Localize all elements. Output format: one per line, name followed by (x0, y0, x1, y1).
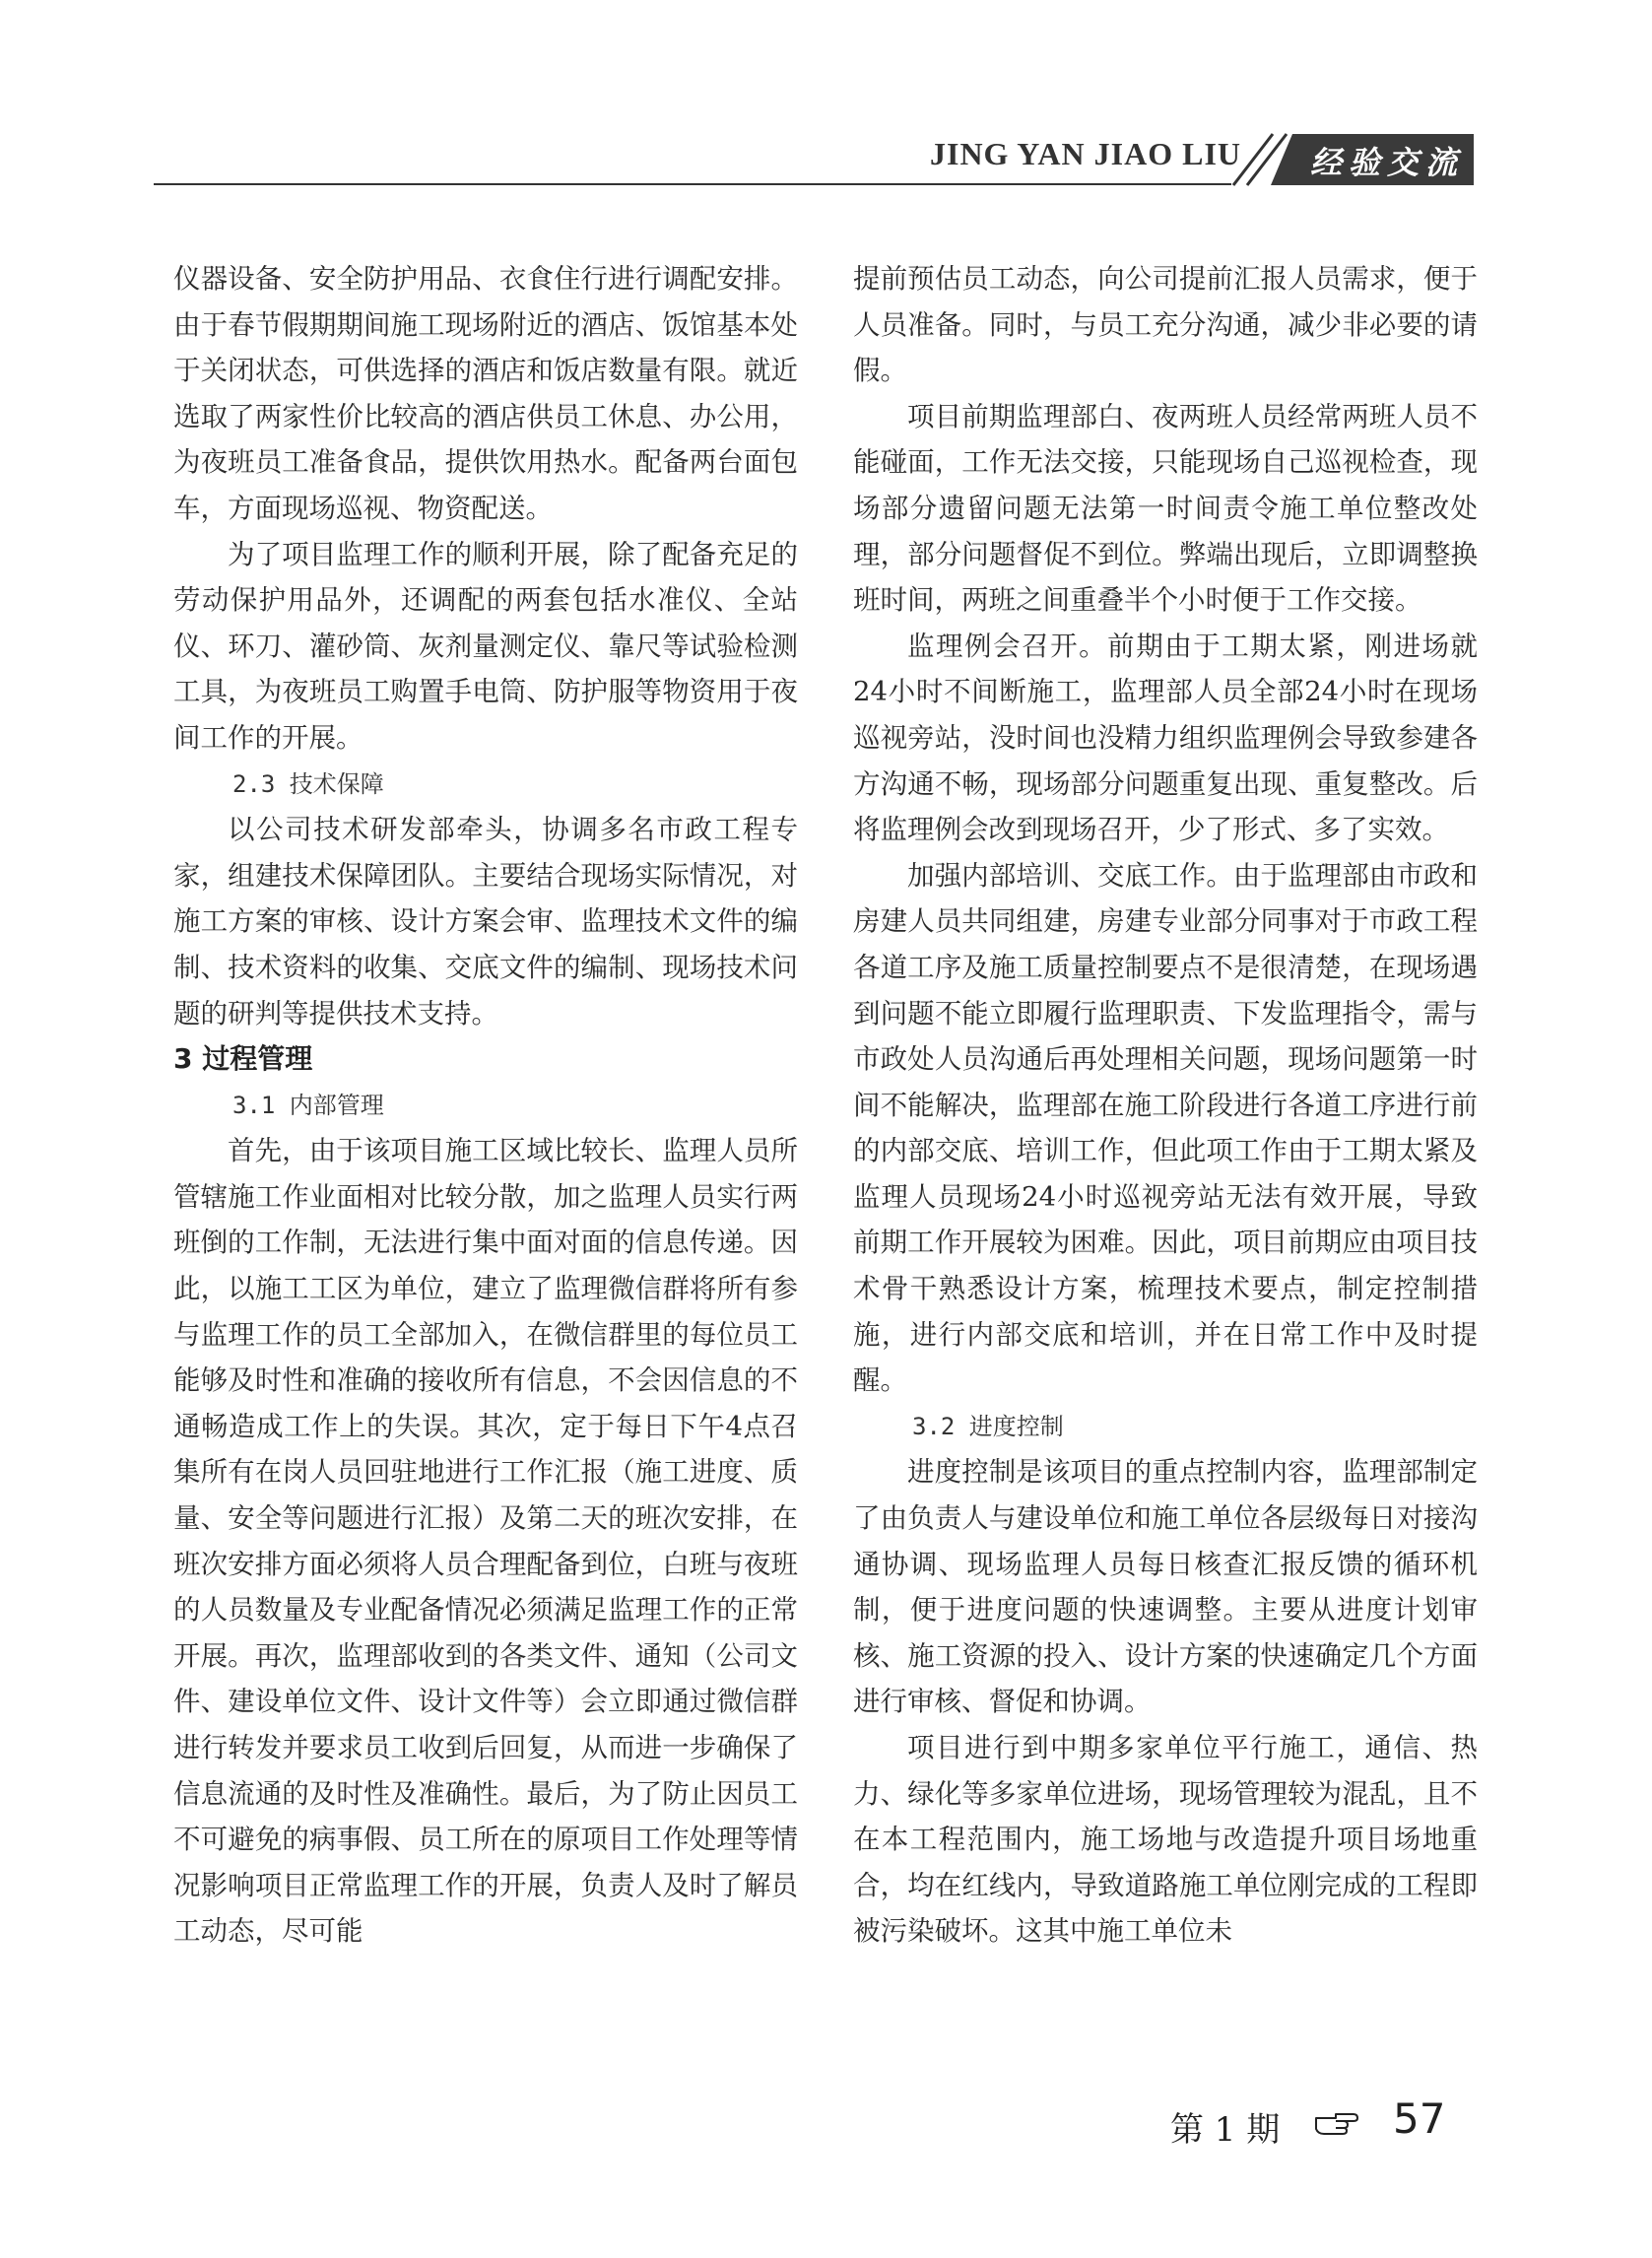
body-paragraph: 首先，由于该项目施工区域比较长、监理人员所管辖施工作业面相对比较分散，加之监理人员实行两班倒的工作制，无法进行集中面对面的信息传递。因此，以施工工区为单位，建立了监理微信群将所有参与监理工作的员工全部加入，在微信群里的每位员工能够及时性和准确的接收所有信息，不会因信息的不通畅造成工作上的失误。其次，定于每日下午4点召集所有在岗人员回驻地进行工作汇报（施工进度、质量、安全等问题进行汇报）及第二天的班次安排，在班次安排方面必须将人员合理配备到位，白班与夜班的人员数量及专业配备情况必须满足监理工作的正常开展。再次，监理部收到的各类文件、通知（公司文件、建设单位文件、设计文件等）会立即通过微信群进行转发并要求员工收到后回复，从而进一步确保了信息流通的及时性及准确性。最后，为了防止因员工不可避免的病事假、员工所在的原项目工作处理等情况影响项目正常监理工作的开展，负责人及时了解员工动态，尽可能 (173, 1135, 798, 1948)
subsection-heading: 3.2 进度控制 (912, 1412, 1064, 1440)
right-column (853, 256, 1478, 1955)
body-paragraph: 监理例会召开。前期由于工期太紧，刚进场就24小时不间断施工，监理部人员全部24小时在现场巡视旁站，没时间也没精力组织监理例会导致参建各方沟通不畅，现场部分问题重复出现、重复整改。后将监理例会改到现场召开，少了形式、多了实效。 (853, 630, 1478, 846)
section-pinyin: JING YAN JIAO LIU (929, 136, 1241, 171)
body-paragraph: 以公司技术研发部牵头，协调多名市政工程专家，组建技术保障团队。主要结合现场实际情况，对施工方案的审核、设计方案会审、监理技术文件的编制、技术资料的收集、交底文件的编制、现场技术问题的研判等提供技术支持。 (173, 814, 798, 1029)
page-number: 57 (1393, 2094, 1446, 2143)
body-paragraph-continued: 仪器设备、安全防护用品、衣食住行进行调配安排。由于春节假期期间施工现场附近的酒店、饭馆基本处于关闭状态，可供选择的酒店和饭店数量有限。就近选取了两家性价比较高的酒店供员工休息、办公用，为夜班员工准备食品，提供饮用热水。配备两台面包车，方面现场巡视、物资配送。 (173, 263, 798, 524)
body-paragraph: 项目进行到中期多家单位平行施工，通信、热力、绿化等多家单位进场，现场管理较为混乱，且不在本工程范围内，施工场地与改造提升项目场地重合，均在红线内，导致道路施工单位刚完成的工程即被污染破坏。这其中施工单位未 (853, 1732, 1478, 1948)
body-paragraph: 进度控制是该项目的重点控制内容，监理部制定了由负责人与建设单位和施工单位各层级每日对接沟通协调、现场监理人员每日核查汇报反馈的循环机制，便于进度问题的快速调整。主要从进度计划审核、施工资源的投入、设计方案的快速确定几个方面进行审核、督促和协调。 (853, 1456, 1478, 1718)
subsection-heading: 3.1 内部管理 (232, 1091, 384, 1119)
section-title: 经验交流 (1309, 144, 1464, 181)
body-paragraph-continued: 提前预估员工动态，向公司提前汇报人员需求，便于人员准备。同时，与员工充分沟通，减少非必要的请假。 (853, 263, 1478, 387)
body-paragraph: 项目前期监理部白、夜两班人员经常两班人员不能碰面，工作无法交接，只能现场自己巡视检查，现场部分遗留问题无法第一时间责令施工单位整改处理，部分问题督促不到位。弊端出现后，立即调整换班时间，两班之间重叠半个小时便于工作交接。 (853, 400, 1478, 617)
header-rule (154, 183, 1231, 185)
left-column (173, 256, 798, 1955)
body-paragraph: 为了项目监理工作的顺利开展，除了配备充足的劳动保护用品外，还调配的两套包括水准仪、全站仪、环刀、灌砂筒、灰剂量测定仪、靠尺等试验检测工具，为夜班员工购置手电筒、防护服等物资用于夜间工作的开展。 (173, 538, 798, 754)
issue-label: 第 1 期 (1170, 2110, 1281, 2150)
pointing-hand-icon (1314, 2108, 1359, 2138)
body-paragraph: 加强内部培训、交底工作。由于监理部由市政和房建人员共同组建，房建专业部分同事对于市政工程各道工序及施工质量控制要点不是很清楚，在现场遇到问题不能立即履行监理职责、下发监理指令，需与市政处人员沟通后再处理相关问题，现场问题第一时间不能解决，监理部在施工阶段进行各道工序进行前的内部交底、培训工作，但此项工作由于工期太紧及监理人员现场24小时巡视旁站无法有效开展，导致前期工作开展较为困难。因此，项目前期应由项目技术骨干熟悉设计方案，梳理技术要点，制定控制措施，进行内部交底和培训，并在日常工作中及时提醒。 (853, 859, 1478, 1397)
section-heading: 3 过程管理 (173, 1042, 313, 1076)
subsection-heading: 2.3 技术保障 (232, 769, 384, 798)
